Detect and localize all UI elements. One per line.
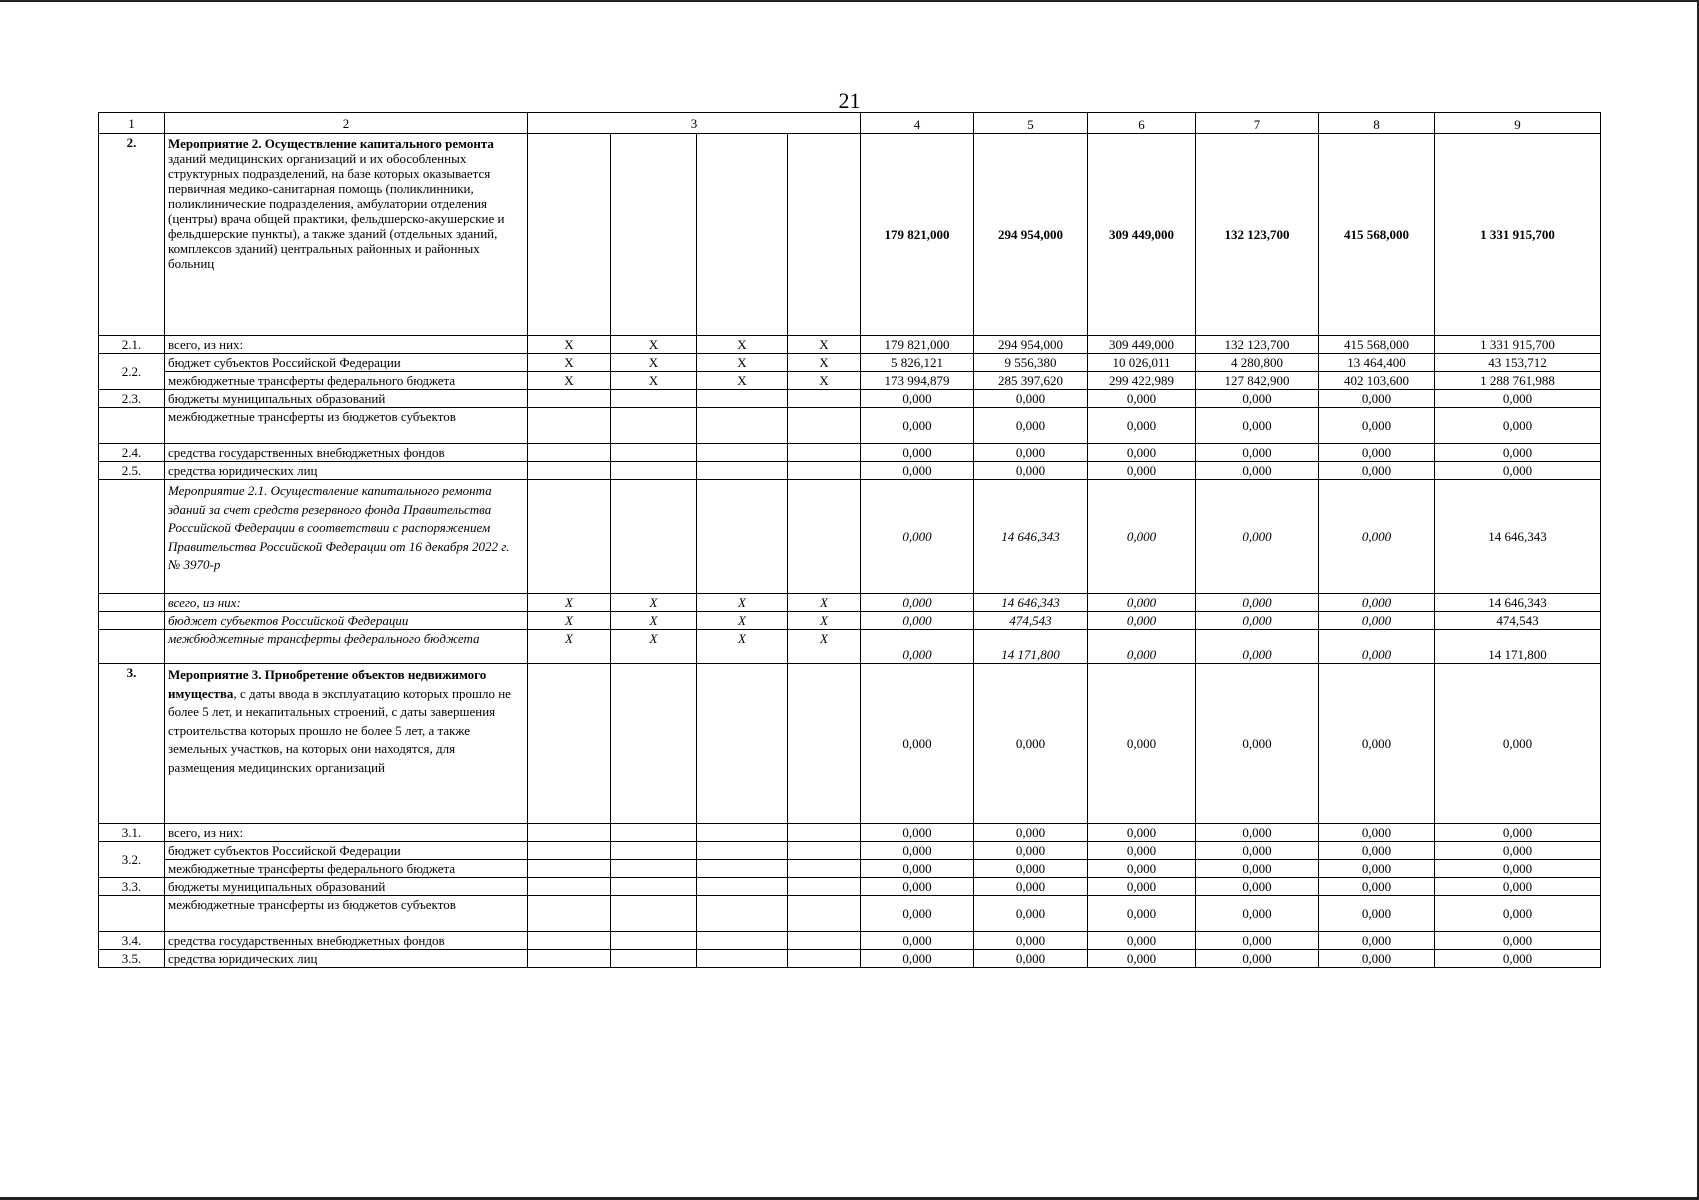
x-cell: Х xyxy=(697,630,788,664)
value-cell: 309 449,000 xyxy=(1088,336,1196,354)
row-number: 3.2. xyxy=(99,842,165,878)
table-row xyxy=(99,444,1601,462)
value-cell: 0,000 xyxy=(861,932,974,950)
value-cell: 0,000 xyxy=(1319,932,1435,950)
value-cell: 0,000 xyxy=(861,444,974,462)
row-label: всего, из них: xyxy=(165,824,528,842)
header-cell: 3 xyxy=(528,113,861,134)
header-cell: 7 xyxy=(1196,113,1319,134)
row-label: межбюджетные трансферты из бюджетов субъектов xyxy=(165,896,528,932)
value-cell: 0,000 xyxy=(1435,842,1601,860)
x-cell: Х xyxy=(611,594,697,612)
value-cell: 0,000 xyxy=(1435,664,1601,824)
value-cell: 0,000 xyxy=(1088,950,1196,968)
value-cell: 0,000 xyxy=(1319,824,1435,842)
scan-border-top xyxy=(0,0,1699,2)
x-cell: Х xyxy=(788,354,861,372)
row-number: 2.4. xyxy=(99,444,165,462)
value-cell: 0,000 xyxy=(1088,878,1196,896)
x-cell: Х xyxy=(697,612,788,630)
value-cell: 0,000 xyxy=(861,480,974,594)
x-cell: Х xyxy=(697,594,788,612)
table-row xyxy=(99,480,1601,594)
x-cell: Х xyxy=(528,630,611,664)
row-number: 3.5. xyxy=(99,950,165,968)
table-row xyxy=(99,630,1601,664)
table-row xyxy=(99,612,1601,630)
row-number: 2.3. xyxy=(99,390,165,408)
value-cell: 14 171,800 xyxy=(1435,630,1601,664)
value-cell: 0,000 xyxy=(1196,390,1319,408)
value-cell: 0,000 xyxy=(974,896,1088,932)
value-cell: 0,000 xyxy=(1196,932,1319,950)
table-row xyxy=(99,664,1601,824)
value-cell: 0,000 xyxy=(1435,444,1601,462)
value-cell: 1 331 915,700 xyxy=(1435,336,1601,354)
row-label: средства государственных внебюджетных фондов xyxy=(165,444,528,462)
row-label: межбюджетные трансферты федерального бюджета xyxy=(165,372,528,390)
value-cell: 0,000 xyxy=(861,664,974,824)
value-cell: 0,000 xyxy=(861,462,974,480)
value-cell: 132 123,700 xyxy=(1196,336,1319,354)
value-cell: 0,000 xyxy=(1088,630,1196,664)
row-label: бюджет субъектов Российской Федерации xyxy=(165,612,528,630)
value-cell: 179 821,000 xyxy=(861,336,974,354)
value-cell: 0,000 xyxy=(1088,860,1196,878)
value-cell: 10 026,011 xyxy=(1088,354,1196,372)
value-cell: 0,000 xyxy=(1319,612,1435,630)
x-cell: Х xyxy=(697,336,788,354)
value-cell: 0,000 xyxy=(1435,950,1601,968)
value-cell: 0,000 xyxy=(1088,842,1196,860)
value-cell: 0,000 xyxy=(1319,878,1435,896)
value-cell: 0,000 xyxy=(1088,444,1196,462)
value-cell: 0,000 xyxy=(1435,408,1601,444)
x-cell: Х xyxy=(788,612,861,630)
value-cell: 5 826,121 xyxy=(861,354,974,372)
value-cell: 0,000 xyxy=(1435,878,1601,896)
row-number: 3.3. xyxy=(99,878,165,896)
table-row xyxy=(99,878,1601,896)
row-label: бюджет субъектов Российской Федерации xyxy=(165,354,528,372)
value-cell: 0,000 xyxy=(1196,612,1319,630)
value-cell: 0,000 xyxy=(1088,390,1196,408)
value-cell: 0,000 xyxy=(861,824,974,842)
table-row xyxy=(99,896,1601,932)
row-label: средства юридических лиц xyxy=(165,462,528,480)
value-cell: 0,000 xyxy=(861,612,974,630)
value-cell: 0,000 xyxy=(1435,860,1601,878)
table-row xyxy=(99,408,1601,444)
row-label: средства государственных внебюджетных фондов xyxy=(165,932,528,950)
value-cell: 309 449,000 xyxy=(1088,134,1196,336)
x-cell: Х xyxy=(528,612,611,630)
table-row xyxy=(99,594,1601,612)
value-cell: 1 288 761,988 xyxy=(1435,372,1601,390)
value-cell: 0,000 xyxy=(1088,462,1196,480)
value-cell: 132 123,700 xyxy=(1196,134,1319,336)
value-cell: 285 397,620 xyxy=(974,372,1088,390)
table-row xyxy=(99,932,1601,950)
row-title-bold: Мероприятие 3. Приобретение объектов недвижимого имущества xyxy=(168,667,487,701)
value-cell: 127 842,900 xyxy=(1196,372,1319,390)
value-cell: 474,543 xyxy=(974,612,1088,630)
value-cell: 0,000 xyxy=(1196,896,1319,932)
row-label: межбюджетные трансферты федерального бюджета xyxy=(165,860,528,878)
row-title-rest: зданий медицинских организаций и их обособленных структурных подразделений, на базе которых оказывается первичная медико-санитарная помощь (поликлинники, поликлинические подразделения, амбулатории отделения (центры) врача общей практики, фельдшерско-акушерские и фельдшерские пункты), а также зданий (отдельных зданий, комплексов зданий) центральных районных и районных больниц xyxy=(168,151,505,271)
row-number: 2.1. xyxy=(99,336,165,354)
x-cell: Х xyxy=(528,336,611,354)
table-row xyxy=(99,950,1601,968)
value-cell: 0,000 xyxy=(974,462,1088,480)
row-number: 3. xyxy=(99,664,165,824)
value-cell: 0,000 xyxy=(974,664,1088,824)
x-cell: Х xyxy=(788,594,861,612)
value-cell: 0,000 xyxy=(861,594,974,612)
row-label: межбюджетные трансферты из бюджетов субъектов xyxy=(165,408,528,444)
value-cell: 0,000 xyxy=(1435,390,1601,408)
value-cell: 4 280,800 xyxy=(1196,354,1319,372)
row-label xyxy=(165,664,528,824)
value-cell: 0,000 xyxy=(861,860,974,878)
row-label: межбюджетные трансферты федерального бюджета xyxy=(165,630,528,664)
value-cell: 0,000 xyxy=(1196,664,1319,824)
x-cell: Х xyxy=(611,630,697,664)
value-cell: 0,000 xyxy=(1088,408,1196,444)
value-cell: 0,000 xyxy=(974,842,1088,860)
header-cell: 6 xyxy=(1088,113,1196,134)
value-cell: 402 103,600 xyxy=(1319,372,1435,390)
value-cell: 9 556,380 xyxy=(974,354,1088,372)
value-cell: 14 646,343 xyxy=(1435,480,1601,594)
value-cell: 0,000 xyxy=(974,390,1088,408)
value-cell: 0,000 xyxy=(1196,462,1319,480)
x-cell: Х xyxy=(611,612,697,630)
page-number: 21 xyxy=(838,88,861,113)
value-cell: 294 954,000 xyxy=(974,134,1088,336)
header-cell: 8 xyxy=(1319,113,1435,134)
table-header-row xyxy=(99,113,1601,134)
value-cell: 0,000 xyxy=(1319,408,1435,444)
value-cell: 0,000 xyxy=(1319,842,1435,860)
value-cell: 43 153,712 xyxy=(1435,354,1601,372)
value-cell: 0,000 xyxy=(1319,480,1435,594)
value-cell: 0,000 xyxy=(861,878,974,896)
value-cell: 294 954,000 xyxy=(974,336,1088,354)
x-cell: Х xyxy=(788,336,861,354)
value-cell: 0,000 xyxy=(1319,896,1435,932)
row-number: 3.4. xyxy=(99,932,165,950)
value-cell: 0,000 xyxy=(861,842,974,860)
x-cell: Х xyxy=(788,630,861,664)
value-cell: 0,000 xyxy=(1088,664,1196,824)
value-cell: 0,000 xyxy=(1435,896,1601,932)
value-cell: 0,000 xyxy=(1196,842,1319,860)
x-cell: Х xyxy=(788,372,861,390)
row-label: средства юридических лиц xyxy=(165,950,528,968)
budget-table xyxy=(98,112,1601,968)
value-cell: 1 331 915,700 xyxy=(1435,134,1601,336)
value-cell: 0,000 xyxy=(861,390,974,408)
value-cell: 14 646,343 xyxy=(974,594,1088,612)
row-label: бюджет субъектов Российской Федерации xyxy=(165,842,528,860)
value-cell: 0,000 xyxy=(1435,824,1601,842)
value-cell: 0,000 xyxy=(1319,950,1435,968)
value-cell: 0,000 xyxy=(1196,860,1319,878)
value-cell: 0,000 xyxy=(1196,824,1319,842)
row-title-bold: Мероприятие 2. Осуществление капитального ремонта xyxy=(168,136,494,151)
header-cell: 1 xyxy=(99,113,165,134)
value-cell: 0,000 xyxy=(1319,594,1435,612)
x-cell: Х xyxy=(528,372,611,390)
value-cell: 0,000 xyxy=(1088,594,1196,612)
row-title-rest: , с даты ввода в эксплуатацию которых прошло не более 5 лет, и некапитальных строений, с даты завершения строительства которых прошло не более 5 лет, а также земельных участков, на которых они находятся, для размещения медицинских организаций xyxy=(168,685,511,775)
value-cell: 0,000 xyxy=(1319,664,1435,824)
table-row xyxy=(99,390,1601,408)
value-cell: 0,000 xyxy=(1196,444,1319,462)
x-cell: Х xyxy=(697,354,788,372)
header-cell: 5 xyxy=(974,113,1088,134)
table-row xyxy=(99,372,1601,390)
value-cell: 0,000 xyxy=(1196,408,1319,444)
row-number: 3.1. xyxy=(99,824,165,842)
x-cell: Х xyxy=(611,372,697,390)
value-cell: 0,000 xyxy=(1319,630,1435,664)
value-cell: 0,000 xyxy=(861,896,974,932)
row-label: бюджеты муниципальных образований xyxy=(165,878,528,896)
value-cell: 0,000 xyxy=(1088,932,1196,950)
x-cell: Х xyxy=(528,354,611,372)
header-cell: 2 xyxy=(165,113,528,134)
value-cell: 14 646,343 xyxy=(974,480,1088,594)
value-cell: 0,000 xyxy=(861,950,974,968)
value-cell: 0,000 xyxy=(974,860,1088,878)
value-cell: 0,000 xyxy=(861,630,974,664)
row-number: 2.2. xyxy=(99,354,165,390)
value-cell: 0,000 xyxy=(861,408,974,444)
value-cell: 0,000 xyxy=(1196,594,1319,612)
value-cell: 0,000 xyxy=(974,408,1088,444)
value-cell: 415 568,000 xyxy=(1319,336,1435,354)
value-cell: 0,000 xyxy=(1196,630,1319,664)
table-row xyxy=(99,842,1601,860)
table-row xyxy=(99,134,1601,336)
value-cell: 0,000 xyxy=(974,950,1088,968)
value-cell: 0,000 xyxy=(1319,462,1435,480)
row-label xyxy=(165,134,528,336)
value-cell: 0,000 xyxy=(1196,950,1319,968)
value-cell: 0,000 xyxy=(1435,932,1601,950)
row-label: всего, из них: xyxy=(165,336,528,354)
value-cell: 0,000 xyxy=(1088,612,1196,630)
table-row xyxy=(99,860,1601,878)
row-label: Мероприятие 2.1. Осуществление капитального ремонта зданий за счет средств резервного фонда Правительства Российской Федерации в соответствии с распоряжением Правительства Российской Федерации от 16 декабря 2022 г. № 3970-р xyxy=(165,480,528,594)
table-row xyxy=(99,336,1601,354)
value-cell: 13 464,400 xyxy=(1319,354,1435,372)
value-cell: 0,000 xyxy=(974,824,1088,842)
value-cell: 415 568,000 xyxy=(1319,134,1435,336)
row-label: бюджеты муниципальных образований xyxy=(165,390,528,408)
value-cell: 299 422,989 xyxy=(1088,372,1196,390)
table-row xyxy=(99,824,1601,842)
row-number: 2. xyxy=(99,134,165,336)
value-cell: 0,000 xyxy=(1319,390,1435,408)
value-cell: 0,000 xyxy=(1088,480,1196,594)
value-cell: 0,000 xyxy=(974,444,1088,462)
x-cell: Х xyxy=(528,594,611,612)
header-cell: 4 xyxy=(861,113,974,134)
value-cell: 0,000 xyxy=(1196,878,1319,896)
value-cell: 0,000 xyxy=(974,932,1088,950)
value-cell: 14 646,343 xyxy=(1435,594,1601,612)
x-cell: Х xyxy=(611,354,697,372)
x-cell: Х xyxy=(611,336,697,354)
value-cell: 179 821,000 xyxy=(861,134,974,336)
value-cell: 0,000 xyxy=(1088,824,1196,842)
header-cell: 9 xyxy=(1435,113,1601,134)
value-cell: 0,000 xyxy=(1196,480,1319,594)
row-number: 2.5. xyxy=(99,462,165,480)
table-row xyxy=(99,354,1601,372)
table-row xyxy=(99,462,1601,480)
row-label: всего, из них: xyxy=(165,594,528,612)
value-cell: 0,000 xyxy=(1319,444,1435,462)
value-cell: 173 994,879 xyxy=(861,372,974,390)
value-cell: 474,543 xyxy=(1435,612,1601,630)
value-cell: 0,000 xyxy=(1088,896,1196,932)
value-cell: 0,000 xyxy=(1319,860,1435,878)
value-cell: 14 171,800 xyxy=(974,630,1088,664)
x-cell: Х xyxy=(697,372,788,390)
value-cell: 0,000 xyxy=(1435,462,1601,480)
value-cell: 0,000 xyxy=(974,878,1088,896)
